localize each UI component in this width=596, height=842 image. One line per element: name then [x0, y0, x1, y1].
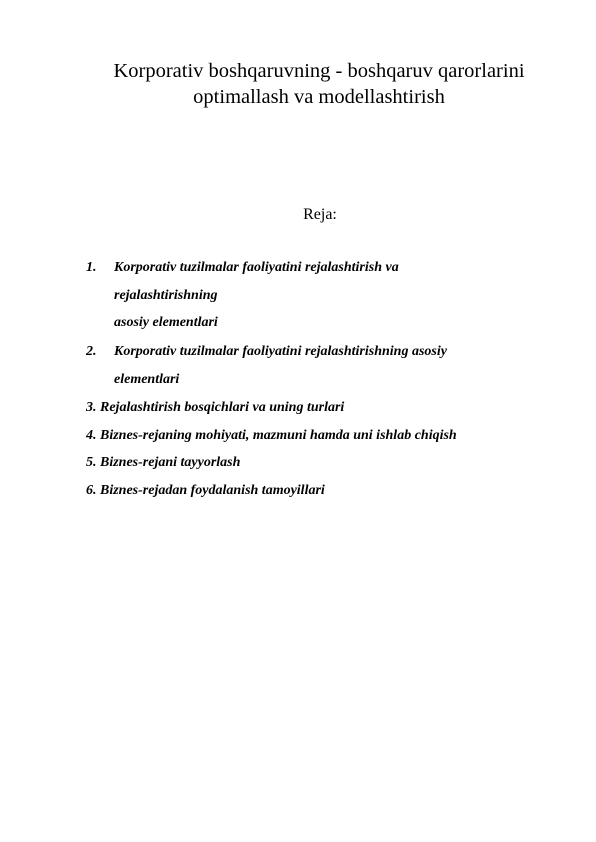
plan-item-6: 6. Biznes-rejadan foydalanish tamoyillari — [86, 483, 325, 498]
plan-item-5: 5. Biznes-rejani tayyorlash — [86, 455, 241, 470]
plan-item-line: asosiy elementlari — [114, 315, 218, 330]
title-line-2: optimallash va modellashtirish — [193, 86, 445, 108]
page-title — [90, 58, 548, 110]
plan-item-number: 2. — [86, 344, 97, 359]
plan-item-4: 4. Biznes-rejaning mohiyati, mazmuni hamda uni ishlab chiqish — [86, 428, 457, 443]
plan-item-line: elementlari — [114, 372, 180, 387]
plan-item-number: 1. — [86, 260, 97, 275]
plan-item-line: Korporativ tuzilmalar faoliyatini rejalashtirishning asosiy — [114, 344, 447, 359]
title-line-1: Korporativ boshqaruvning - boshqaruv qarorlarini — [113, 60, 525, 82]
plan-item-line: rejalashtirishning — [114, 288, 218, 303]
plan-item-line: Korporativ tuzilmalar faoliyatini rejalashtirish va — [114, 260, 399, 275]
plan-heading: Reja: — [303, 206, 337, 223]
plan-item-3: 3. Rejalashtirish bosqichlari va uning turlari — [86, 400, 345, 415]
